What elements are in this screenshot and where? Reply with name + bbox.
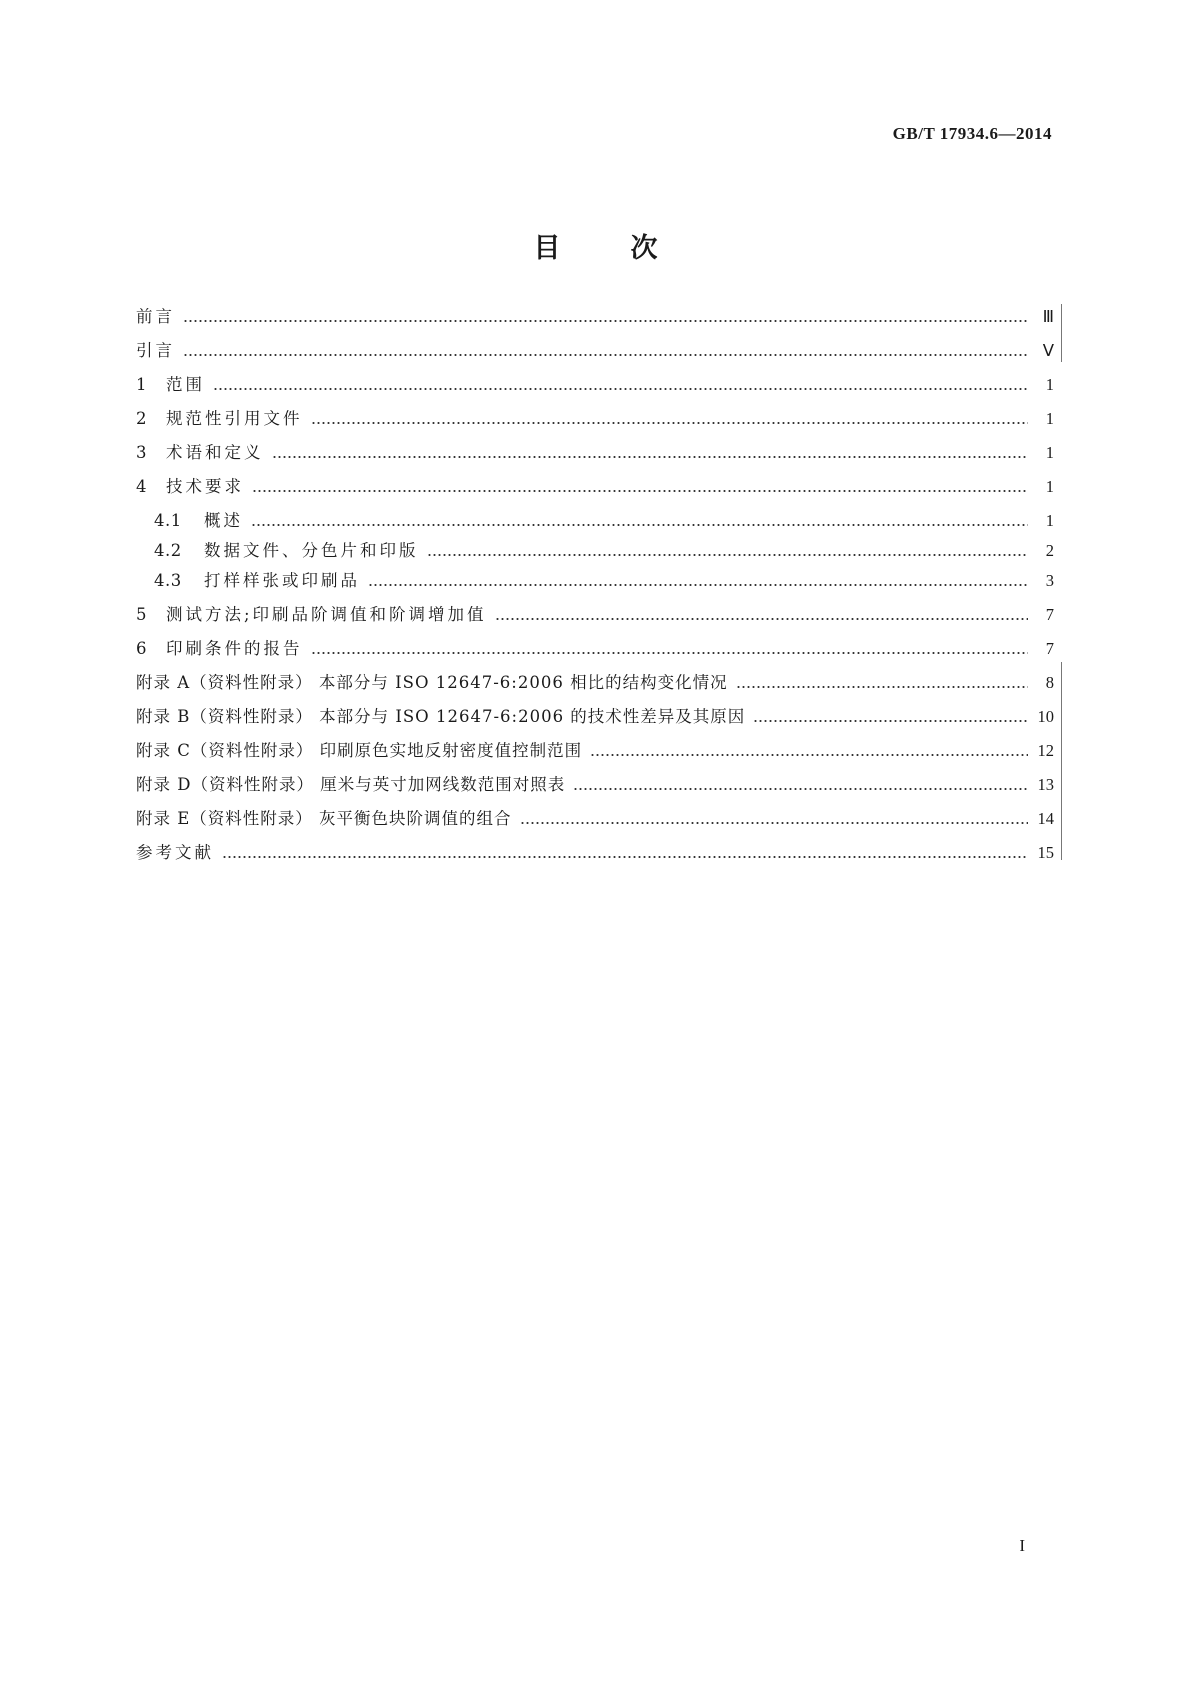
toc-label: 参考文献	[136, 843, 214, 862]
toc-entry-4-3[interactable]	[154, 566, 1054, 592]
toc-page: 1	[1045, 511, 1054, 530]
toc-page: 14	[1037, 809, 1054, 828]
toc-page: 3	[1045, 571, 1054, 590]
toc-entry-4-1[interactable]	[154, 506, 1054, 532]
toc-leader	[311, 651, 1029, 655]
toc-page: Ⅴ	[1042, 341, 1054, 360]
toc-label: 附录 C（资料性附录） 印刷原色实地反射密度值控制范围	[136, 741, 583, 760]
toc-page: 8	[1045, 673, 1054, 692]
toc-label: 打样样张或印刷品	[204, 571, 360, 590]
standard-id: GB/T 17934.6—2014	[892, 124, 1052, 143]
page-number: I	[1019, 1536, 1025, 1555]
toc-number: 1	[136, 375, 147, 394]
toc-leader	[495, 617, 1028, 621]
toc-leader	[213, 387, 1028, 391]
toc-entry-5[interactable]	[136, 600, 1054, 626]
toc-number: 3	[136, 443, 147, 462]
toc-leader	[520, 821, 1028, 825]
toc-leader	[272, 455, 1029, 459]
title-part-2: 次	[630, 233, 658, 264]
toc-entry-annex-d[interactable]	[136, 770, 1054, 796]
toc-entry-4[interactable]	[136, 472, 1054, 498]
toc-leader	[753, 719, 1028, 723]
toc-entry-annex-a[interactable]	[136, 668, 1054, 694]
toc-number: 2	[136, 409, 147, 428]
toc-leader	[427, 553, 1029, 557]
toc-label: 附录 A（资料性附录） 本部分与 ISO 12647-6:2006 相比的结构变化情况	[136, 673, 728, 692]
toc-leader	[183, 353, 1028, 357]
toc-page: 13	[1037, 775, 1054, 794]
toc-label: 规范性引用文件	[166, 409, 303, 428]
toc-entry-annex-e[interactable]	[136, 804, 1054, 830]
toc-label: 技术要求	[166, 477, 244, 496]
toc-label: 印刷条件的报告	[166, 639, 303, 658]
toc-label: 测试方法;印刷品阶调值和阶调增加值	[166, 605, 487, 624]
toc-label: 附录 E（资料性附录） 灰平衡色块阶调值的组合	[136, 809, 512, 828]
toc-page: 1	[1045, 375, 1054, 394]
toc-leader	[311, 421, 1029, 425]
toc-page: 7	[1045, 605, 1054, 624]
toc-number: 6	[136, 639, 147, 658]
toc-label: 附录 B（资料性附录） 本部分与 ISO 12647-6:2006 的技术性差异及其原因	[136, 707, 746, 726]
toc-number: 4	[136, 477, 147, 496]
change-bar-annex	[1061, 662, 1062, 860]
toc-label: 概述	[204, 511, 243, 530]
toc-number: 5	[136, 605, 147, 624]
toc-number: 4.2	[154, 541, 182, 560]
toc-page: 1	[1045, 477, 1054, 496]
toc-page: 15	[1037, 843, 1054, 862]
toc-number: 4.3	[154, 571, 182, 590]
toc-entry-3[interactable]	[136, 438, 1054, 464]
toc-label: 数据文件、分色片和印版	[204, 541, 419, 560]
toc-leader	[736, 685, 1028, 689]
toc-entry-annex-b[interactable]	[136, 702, 1054, 728]
toc-page: 1	[1045, 409, 1054, 428]
toc-leader	[590, 753, 1028, 757]
toc-label: 前言	[136, 307, 175, 326]
toc-leader	[222, 855, 1028, 859]
page-title	[0, 226, 1191, 265]
change-bar-top	[1061, 304, 1062, 362]
toc-entry-6[interactable]	[136, 634, 1054, 660]
toc-page: 1	[1045, 443, 1054, 462]
toc-entry-introduction[interactable]	[136, 336, 1054, 362]
toc-entry-foreword[interactable]	[136, 302, 1054, 328]
toc-leader	[368, 583, 1028, 587]
toc-label: 范围	[166, 375, 205, 394]
toc-leader	[183, 319, 1028, 323]
toc-entry-2[interactable]	[136, 404, 1054, 430]
toc-label: 引言	[136, 341, 175, 360]
toc-leader	[252, 489, 1028, 493]
toc-page: 7	[1045, 639, 1054, 658]
toc-entry-4-2[interactable]	[154, 536, 1054, 562]
toc-label: 术语和定义	[166, 443, 264, 462]
toc-label: 附录 D（资料性附录） 厘米与英寸加网线数范围对照表	[136, 775, 566, 794]
toc-entry-1[interactable]	[136, 370, 1054, 396]
toc-entry-bibliography[interactable]	[136, 838, 1054, 864]
toc-leader	[251, 523, 1028, 527]
toc-page: 10	[1037, 707, 1054, 726]
toc-number: 4.1	[154, 511, 182, 530]
toc-page: 12	[1037, 741, 1054, 760]
toc-entry-annex-c[interactable]	[136, 736, 1054, 762]
toc-page: 2	[1045, 541, 1054, 560]
title-part-1: 目	[533, 233, 561, 264]
toc-leader	[573, 787, 1028, 791]
toc-page: Ⅲ	[1042, 307, 1054, 326]
